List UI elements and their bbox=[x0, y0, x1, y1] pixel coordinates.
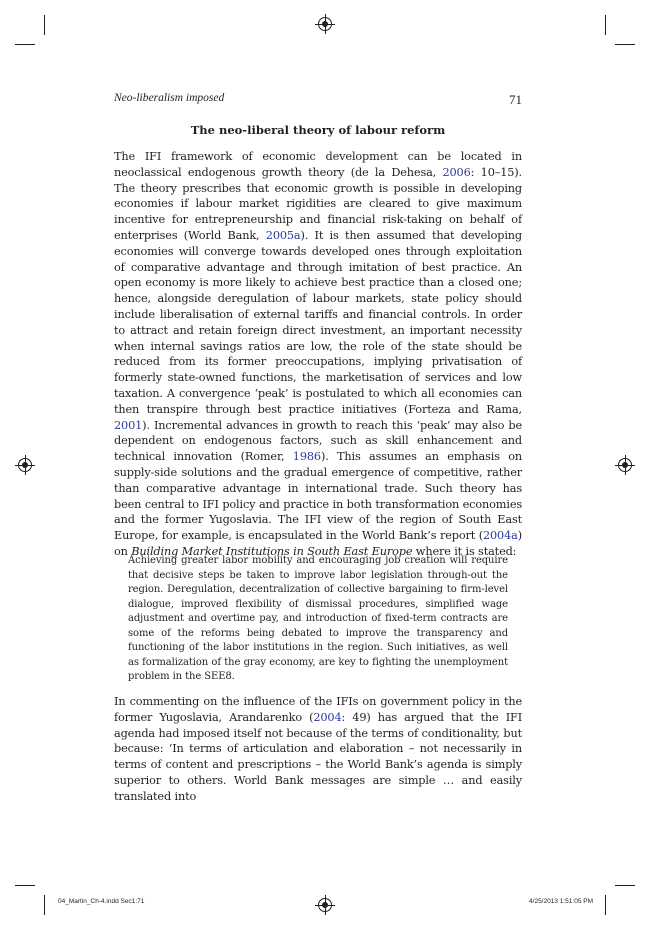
crop-mark-top-right-v bbox=[605, 15, 606, 35]
citation-link[interactable]: 2006 bbox=[442, 165, 471, 179]
citation-link[interactable]: 2004a bbox=[482, 529, 518, 543]
slug-datetime: 4/25/2013 1:51:05 PM bbox=[529, 898, 593, 905]
paragraph-text: : 10–15). The theory prescribes that economic growth is possible in developing economies if labour market rigidities are cleared to give maximum incentive for entrepreneurship and financial risk-taking on behalf of enterprises (World Bank, bbox=[114, 165, 522, 242]
crop-mark-top-left-v bbox=[44, 15, 45, 35]
paragraph-text: ) on bbox=[114, 529, 522, 558]
crop-mark-bottom-left-v bbox=[44, 895, 45, 915]
citation-link[interactable]: 1986 bbox=[292, 450, 321, 464]
block-quote: Achieving greater labor mobility and encouraging job creation will require that decisive steps be taken to improve labor legislation through-out the region. Deregulation, decentralization of collective bargaining to firm-level dialogue, improved flexibility of dismissal procedures, simplified wage adjustment and overtime pay, and introduction of fixed-term contracts are some of the reforms being debated to improve the transparency and functioning of the labor institutions in the region. Such initiatives, as well as formalization of the gray economy, are key to fighting the unemployment problem in the SEE8. bbox=[128, 555, 508, 682]
section-heading: The neo-liberal theory of labour reform bbox=[190, 123, 446, 137]
body-paragraph-2 bbox=[114, 694, 522, 805]
crop-mark-top-right-h bbox=[615, 44, 635, 45]
paragraph-text: ). This assumes an emphasis on supply-side solutions and the gradual emergence of competitive, rather than comparative advantage in international trade. Such theory has been central to IFI policy and practice in both transformation economies and the former Yugoslavia. The IFI view of the region of South East Europe, for example, is encapsulated in the World Bank’s report ( bbox=[114, 450, 522, 543]
paragraph-text: where it is stated: bbox=[412, 544, 517, 558]
citation-link[interactable]: 2001 bbox=[114, 418, 143, 432]
citation-link[interactable]: 2005a bbox=[265, 228, 301, 242]
body-paragraph-1 bbox=[114, 149, 522, 560]
crop-mark-top-left-h bbox=[15, 44, 35, 45]
report-title: Building Market Institutions in South East Europe bbox=[131, 544, 413, 558]
crop-mark-bottom-left-h bbox=[15, 885, 35, 886]
running-head-title: Neo-liberalism imposed bbox=[114, 92, 225, 104]
running-head bbox=[114, 92, 522, 108]
paragraph-text: In commenting on the influence of the IFIs on government policy in the former Yugoslavia, Arandarenko ( bbox=[114, 695, 522, 724]
registration-mark-icon bbox=[18, 458, 32, 472]
registration-mark-icon bbox=[318, 17, 332, 31]
paragraph-text: : 49) has argued that the IFI agenda had imposed itself not because of the terms of conditionality, but because: ‘In terms of articulation and elaboration – not necessarily in terms of content and prescriptions – the World Bank’s agenda is simply superior to others. World Bank messages are simple … and easily translated into bbox=[114, 710, 523, 803]
paragraph-text: The IFI framework of economic development can be located in neoclassical endogenous growth theory (de la Dehesa, bbox=[114, 150, 522, 179]
citation-link[interactable]: 2004 bbox=[313, 710, 342, 724]
crop-mark-bottom-right-v bbox=[605, 895, 606, 915]
registration-mark-icon bbox=[618, 458, 632, 472]
paragraph-text: ). Incremental advances in growth to reach this ‘peak’ may also be dependent on endogenous factors, such as skill enhancement and technical innovation (Romer, bbox=[114, 418, 522, 464]
page-number: 71 bbox=[509, 92, 522, 107]
paragraph-text: ). It is then assumed that developing economies will converge towards developed ones through exploitation of comparative advantage and through imitation of best practice. An open economy is more likely to achieve best practice than a closed one; hence, alongside deregulation of labour markets, state policy should include liberalisation of external tariffs and financial controls. In order to attract and retain foreign direct investment, an important necessity when internal savings ratios are low, the role of the state should be reduced from its former preoccupations, implying privatisation of formerly state-owned functions, the marketisation of services and low taxation. A convergence ‘peak’ is postulated to which all economies can then transpire through best practice initiatives (Forteza and Rama, bbox=[114, 228, 522, 416]
registration-mark-icon bbox=[318, 898, 332, 912]
slug-file-info: 04_Martin_Ch-4.indd Sec1:71 bbox=[58, 898, 145, 905]
crop-mark-bottom-right-h bbox=[615, 885, 635, 886]
